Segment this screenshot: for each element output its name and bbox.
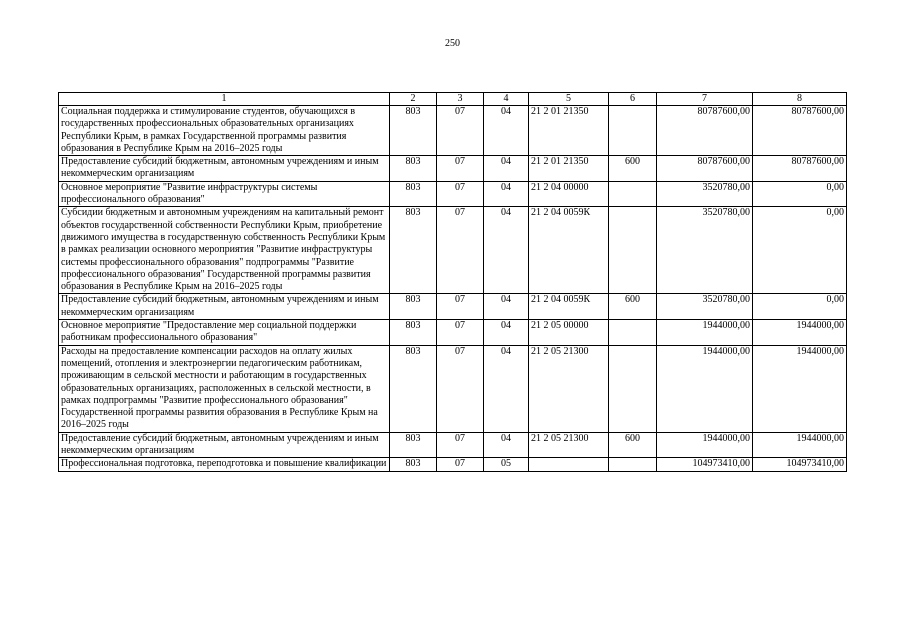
row-amount-col8: 104973410,00 — [753, 458, 847, 471]
table-row — [59, 156, 847, 182]
row-description: Расходы на предоставление компенсации расходов на оплату жилых помещений, отопления и электроэнергии педагогическим работникам, проживающим в сельской местности и работающим в государственных образовательных организациях, расположенных в сельской местности, в рамках подпрограммы "Развитие профессионального образования" Государственной программы развития образования в Республике Крым на 2016–2025 годы — [59, 345, 390, 432]
row-subsection-code: 04 — [484, 106, 529, 156]
row-expense-type — [609, 320, 657, 346]
row-amount-col7: 3520780,00 — [657, 207, 753, 294]
row-amount-col7: 1944000,00 — [657, 345, 753, 432]
row-section-code: 07 — [437, 320, 484, 346]
row-amount-col8: 1944000,00 — [753, 345, 847, 432]
row-subsection-code: 04 — [484, 156, 529, 182]
row-subsection-code: 04 — [484, 181, 529, 207]
row-expense-type: 600 — [609, 156, 657, 182]
row-expense-type — [609, 207, 657, 294]
row-section-code: 07 — [437, 106, 484, 156]
row-ministry-code: 803 — [390, 294, 437, 320]
row-amount-col7: 3520780,00 — [657, 294, 753, 320]
row-ministry-code: 803 — [390, 458, 437, 471]
row-amount-col7: 1944000,00 — [657, 320, 753, 346]
header-cell: 7 — [657, 93, 753, 106]
row-target-article: 21 2 04 00000 — [529, 181, 609, 207]
row-section-code: 07 — [437, 345, 484, 432]
row-section-code: 07 — [437, 181, 484, 207]
row-expense-type: 600 — [609, 294, 657, 320]
row-target-article: 21 2 04 0059К — [529, 294, 609, 320]
row-description: Предоставление субсидий бюджетным, автономным учреждениям и иным некоммерческим организациям — [59, 294, 390, 320]
row-target-article: 21 2 05 00000 — [529, 320, 609, 346]
row-amount-col8: 80787600,00 — [753, 106, 847, 156]
table-row — [59, 294, 847, 320]
row-target-article: 21 2 05 21300 — [529, 432, 609, 458]
row-ministry-code: 803 — [390, 207, 437, 294]
table-row — [59, 106, 847, 156]
row-target-article: 21 2 01 21350 — [529, 106, 609, 156]
row-section-code: 07 — [437, 294, 484, 320]
row-expense-type — [609, 181, 657, 207]
row-ministry-code: 803 — [390, 432, 437, 458]
row-expense-type: 600 — [609, 432, 657, 458]
table-row — [59, 432, 847, 458]
row-amount-col8: 1944000,00 — [753, 320, 847, 346]
table-row — [59, 345, 847, 432]
row-subsection-code: 04 — [484, 432, 529, 458]
row-subsection-code: 04 — [484, 345, 529, 432]
header-row — [59, 93, 847, 106]
row-amount-col7: 80787600,00 — [657, 156, 753, 182]
row-description: Основное мероприятие "Предоставление мер социальной поддержки работникам профессионального образования" — [59, 320, 390, 346]
row-description: Предоставление субсидий бюджетным, автономным учреждениям и иным некоммерческим организациям — [59, 156, 390, 182]
row-amount-col8: 80787600,00 — [753, 156, 847, 182]
row-subsection-code: 04 — [484, 320, 529, 346]
row-amount-col7: 3520780,00 — [657, 181, 753, 207]
table-body — [59, 106, 847, 472]
row-section-code: 07 — [437, 458, 484, 471]
row-amount-col8: 1944000,00 — [753, 432, 847, 458]
row-subsection-code: 04 — [484, 207, 529, 294]
row-amount-col7: 80787600,00 — [657, 106, 753, 156]
row-description: Предоставление субсидий бюджетным, автономным учреждениям и иным некоммерческим организациям — [59, 432, 390, 458]
row-description: Социальная поддержка и стимулирование студентов, обучающихся в государственных профессиональных образовательных организациях Республики Крым, в рамках Государственной программы развития образования в Республике Крым на 2016–2025 годы — [59, 106, 390, 156]
row-description: Субсидии бюджетным и автономным учреждениям на капитальный ремонт объектов государственной собственности Республики Крым, приобретение движимого имущества в государственную собственность Республики Крым в рамках реализации основного мероприятия "Развитие инфраструктуры системы профессионального образования" подпрограммы "Развитие профессионального образования" Государственной программы развития образования в Республике Крым на 2016–2025 годы — [59, 207, 390, 294]
row-section-code: 07 — [437, 432, 484, 458]
row-ministry-code: 803 — [390, 156, 437, 182]
header-cell: 5 — [529, 93, 609, 106]
row-target-article: 21 2 04 0059К — [529, 207, 609, 294]
row-description: Профессиональная подготовка, переподготовка и повышение квалификации — [59, 458, 390, 471]
table-row — [59, 207, 847, 294]
header-cell: 2 — [390, 93, 437, 106]
row-expense-type — [609, 458, 657, 471]
table-row — [59, 320, 847, 346]
row-amount-col8: 0,00 — [753, 181, 847, 207]
row-description: Основное мероприятие "Развитие инфраструктуры системы профессионального образования" — [59, 181, 390, 207]
header-cell: 4 — [484, 93, 529, 106]
row-ministry-code: 803 — [390, 106, 437, 156]
row-expense-type — [609, 345, 657, 432]
table-row — [59, 181, 847, 207]
row-target-article: 21 2 05 21300 — [529, 345, 609, 432]
header-cell: 8 — [753, 93, 847, 106]
row-ministry-code: 803 — [390, 320, 437, 346]
row-section-code: 07 — [437, 207, 484, 294]
row-amount-col8: 0,00 — [753, 294, 847, 320]
header-cell: 1 — [59, 93, 390, 106]
table-row — [59, 458, 847, 471]
row-section-code: 07 — [437, 156, 484, 182]
row-ministry-code: 803 — [390, 345, 437, 432]
budget-table — [58, 92, 847, 472]
row-amount-col8: 0,00 — [753, 207, 847, 294]
row-target-article — [529, 458, 609, 471]
row-expense-type — [609, 106, 657, 156]
row-amount-col7: 104973410,00 — [657, 458, 753, 471]
row-subsection-code: 05 — [484, 458, 529, 471]
row-subsection-code: 04 — [484, 294, 529, 320]
header-cell: 6 — [609, 93, 657, 106]
row-target-article: 21 2 01 21350 — [529, 156, 609, 182]
page-number: 250 — [445, 38, 460, 49]
row-amount-col7: 1944000,00 — [657, 432, 753, 458]
header-cell: 3 — [437, 93, 484, 106]
row-ministry-code: 803 — [390, 181, 437, 207]
